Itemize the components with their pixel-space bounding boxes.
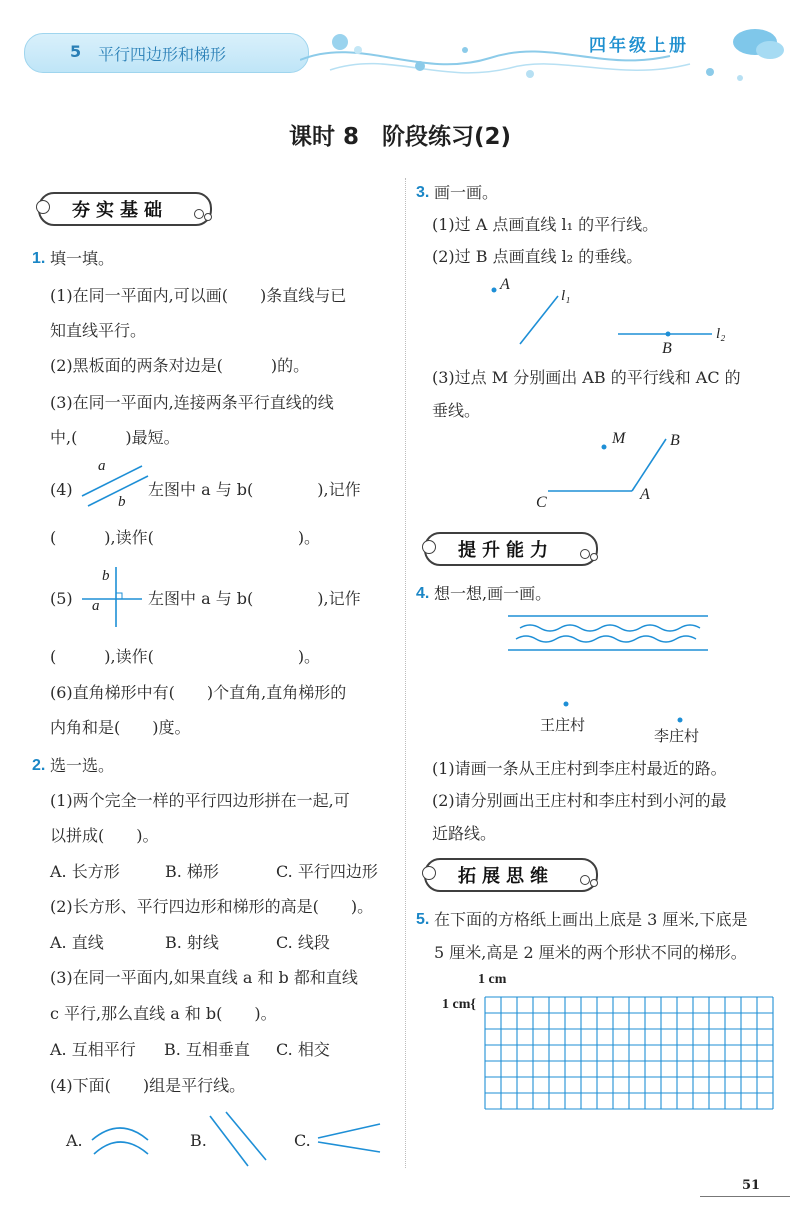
grid-unit-left: 1 cm{	[442, 997, 476, 1012]
river-figure	[506, 610, 712, 656]
line-label-b: b	[102, 568, 110, 584]
q2-part2-option-b: B. 射线	[165, 933, 219, 952]
point-label-b: B	[670, 432, 680, 449]
q2-part3-line1: (3)在同一平面内,如果直线 a 和 b 都和直线	[50, 968, 358, 987]
q1-part4-text: 左图中 a 与 b( ),记作	[148, 480, 361, 499]
q1-part6-line2: 内角和是( )度。	[50, 718, 191, 737]
q1-part3-line1: (3)在同一平面内,连接两条平行直线的线	[50, 393, 334, 412]
q5-text-line2: 5 厘米,高是 2 厘米的两个形状不同的梯形。	[434, 943, 747, 962]
section-title-ability: 提升能力	[458, 540, 554, 561]
q3-stem: 画一画。	[434, 183, 499, 202]
banner-ring	[36, 200, 50, 214]
q1-part5-text: 左图中 a 与 b( ),记作	[148, 589, 361, 608]
q5-text-line1: 在下面的方格纸上画出上底是 3 厘米,下底是	[434, 910, 748, 929]
page-number-rule	[700, 1196, 790, 1197]
q3-part3-line2: 垂线。	[432, 401, 481, 420]
q2-number: 2.	[32, 757, 46, 774]
q1-part4-number: (4)	[50, 480, 73, 499]
q3-part1: (1)过 A 点画直线 l₁ 的平行线。	[432, 215, 659, 234]
banner-ring	[580, 549, 590, 559]
section-title-foundation: 夯实基础	[72, 200, 168, 221]
point-label-b: B	[662, 340, 672, 357]
q4-part1: (1)请画一条从王庄村到李庄村最近的路。	[432, 759, 727, 778]
q2-part1-option-c: C. 平行四边形	[276, 862, 378, 881]
line-label-b: b	[118, 494, 126, 510]
q1-part6-line1: (6)直角梯形中有( )个直角,直角梯形的	[50, 683, 347, 702]
banner-ring	[422, 540, 436, 554]
q3-part2: (2)过 B 点画直线 l₂ 的垂线。	[432, 247, 643, 266]
page-number: 51	[742, 1178, 761, 1193]
section-title-extension: 拓展思维	[458, 866, 554, 887]
q2-part1-option-b: B. 梯形	[165, 862, 219, 881]
banner-ring	[590, 879, 598, 887]
parallel-lines-figure	[78, 460, 150, 512]
q2-part2-option-c: C. 线段	[276, 933, 330, 952]
q1-part1-line1: (1)在同一平面内,可以画( )条直线与已	[50, 286, 347, 305]
line-label-l1: l₁	[561, 288, 571, 304]
q2-part1-option-a: A. 长方形	[50, 862, 120, 881]
q3-figure-1-2	[480, 276, 740, 360]
q3-part3-line1: (3)过点 M 分别画出 AB 的平行线和 AC 的	[432, 368, 741, 387]
banner-ring	[580, 875, 590, 885]
point-label-a: A	[640, 486, 650, 503]
line-label-l2: l₂	[716, 326, 726, 342]
option-c-lines-figure	[316, 1118, 386, 1158]
q3-number: 3.	[416, 184, 430, 201]
grade-label: 四年级上册	[589, 36, 689, 56]
village-lizhuang: 李庄村	[654, 727, 700, 745]
q2-part1-line2: 以拼成( )。	[50, 826, 159, 845]
square-grid[interactable]	[484, 996, 776, 1114]
q2-part4-option-b: B.	[190, 1131, 207, 1150]
q1-part2: (2)黑板面的两条对边是( )的。	[50, 356, 310, 375]
option-b-lines-figure	[208, 1110, 270, 1170]
option-a-curves-figure	[88, 1116, 154, 1162]
banner-ring	[204, 213, 212, 221]
chapter-number: 5	[70, 42, 82, 61]
q1-part5-read: ( ),读作( )。	[50, 647, 321, 666]
column-divider	[405, 178, 406, 1168]
q2-part3-option-c: C. 相交	[276, 1040, 330, 1059]
point-label-m: M	[612, 430, 626, 447]
q3-angle-figure	[540, 425, 680, 505]
q1-part1-line2: 知直线平行。	[50, 321, 147, 340]
q1-part4-read: ( ),读作( )。	[50, 528, 321, 547]
chapter-title: 平行四边形和梯形	[98, 45, 227, 64]
q2-part3-option-a: A. 互相平行	[50, 1040, 136, 1059]
q1-part5-number: (5)	[50, 589, 73, 608]
q5-number: 5.	[416, 911, 430, 928]
q2-part4-option-a: A.	[66, 1131, 83, 1150]
q1-part3-line2: 中,( )最短。	[50, 428, 180, 447]
grid-unit-top: 1 cm	[478, 972, 507, 987]
q2-part2-option-a: A. 直线	[50, 933, 104, 952]
q2-part4: (4)下面( )组是平行线。	[50, 1076, 246, 1095]
q2-part3-line2: c 平行,那么直线 a 和 b( )。	[50, 1004, 277, 1023]
q2-part2: (2)长方形、平行四边形和梯形的高是( )。	[50, 897, 374, 916]
q4-part2-line1: (2)请分别画出王庄村和李庄村到小河的最	[432, 791, 727, 810]
banner-ring	[194, 209, 204, 219]
page-title: 课时 8 阶段练习(2)	[288, 124, 512, 150]
q1-number: 1.	[32, 250, 46, 267]
q2-stem: 选一选。	[50, 756, 115, 775]
line-label-a: a	[92, 598, 100, 614]
q4-part2-line2: 近路线。	[432, 824, 497, 843]
point-label-c: C	[536, 494, 547, 511]
line-label-a: a	[98, 458, 106, 474]
q2-part3-option-b: B. 互相垂直	[164, 1040, 250, 1059]
q2-part1-line1: (1)两个完全一样的平行四边形拼在一起,可	[50, 791, 350, 810]
village-wangzhuang: 王庄村	[540, 716, 586, 734]
banner-ring	[590, 553, 598, 561]
header-decoration	[300, 20, 800, 90]
point-label-a: A	[500, 276, 510, 293]
q4-number: 4.	[416, 585, 430, 602]
q4-stem: 想一想,画一画。	[434, 584, 552, 603]
perpendicular-lines-figure	[78, 565, 148, 629]
q1-stem: 填一填。	[50, 249, 115, 268]
banner-ring	[422, 866, 436, 880]
q2-part4-option-c: C.	[294, 1131, 311, 1150]
